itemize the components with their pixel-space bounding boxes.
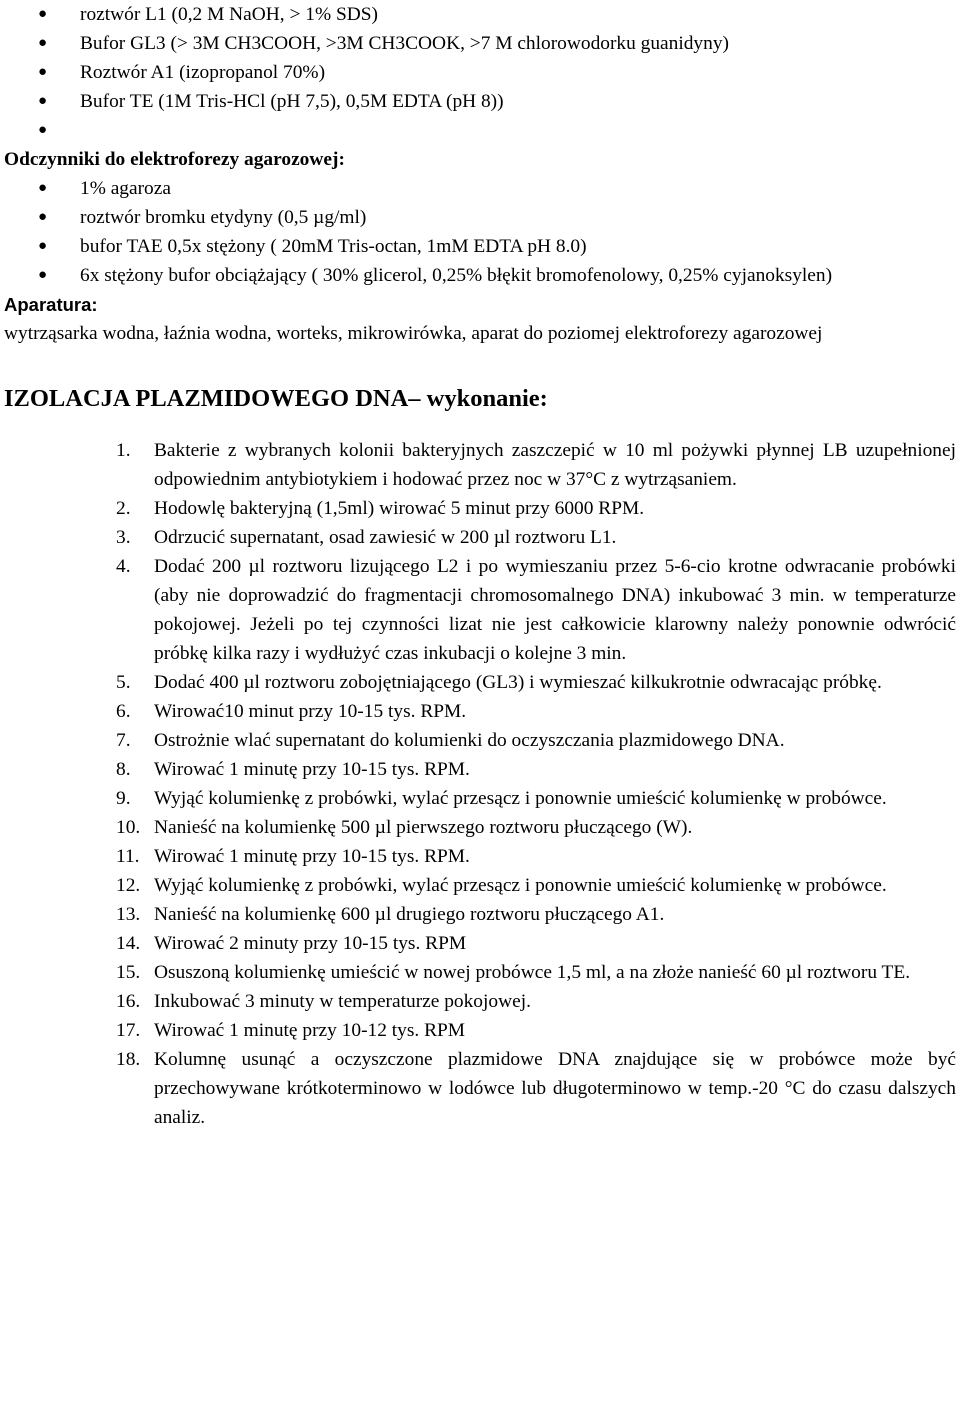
step-item (0, 668, 960, 697)
bullet-icon: ● (38, 35, 48, 51)
step-text: Nanieść na kolumienkę 600 µl drugiego roztworu płuczącego A1. (154, 904, 665, 925)
bullet-icon: ● (38, 93, 48, 109)
list-item (0, 29, 960, 58)
step-number: 12. (116, 875, 141, 896)
step-number: 4. (116, 556, 131, 577)
step-item (0, 1045, 960, 1132)
step-item (0, 436, 960, 494)
step-number: 9. (116, 788, 131, 809)
step-text: Odrzucić supernatant, osad zawiesić w 200 µl roztworu L1. (154, 527, 617, 548)
step-number: 8. (116, 759, 131, 780)
list-item (0, 116, 960, 145)
step-item (0, 1016, 960, 1045)
step-item (0, 784, 960, 813)
step-item (0, 958, 960, 987)
step-text: Inkubować 3 minuty w temperaturze pokojowej. (154, 991, 531, 1012)
step-item (0, 523, 960, 552)
step-number: 7. (116, 730, 131, 751)
step-number: 13. (116, 904, 141, 925)
step-item (0, 929, 960, 958)
step-text: Wirować 1 minutę przy 10-15 tys. RPM. (154, 759, 470, 780)
bullet-icon: ● (38, 122, 48, 138)
step-number: 10. (116, 817, 141, 838)
list-item (0, 261, 960, 290)
step-item (0, 726, 960, 755)
step-item (0, 813, 960, 842)
step-text: Wirować 1 minutę przy 10-12 tys. RPM (154, 1020, 466, 1041)
procedure-title: IZOLACJA PLAZMIDOWEGO DNA– wykonanie: (4, 385, 548, 412)
list-item (0, 174, 960, 203)
step-item (0, 987, 960, 1016)
step-text: Kolumnę usunąć a oczyszczone plazmidowe DNA znajdujące się w probówce może być przechowywane krótkoterminowo w lodówce lub długoterminowo w temp.-20 °C do czasu dalszych analiz. (154, 1049, 956, 1128)
step-text: Dodać 400 µl roztworu zobojętniającego (GL3) i wymieszać kilkukrotnie odwracając próbkę. (154, 672, 882, 693)
apparatus-heading: Aparatura: (4, 294, 98, 315)
step-item (0, 552, 960, 668)
step-item (0, 871, 960, 900)
list-item (0, 0, 960, 29)
step-text: Osuszoną kolumienkę umieścić w nowej probówce 1,5 ml, a na złoże nanieść 60 µl roztworu TE. (154, 962, 911, 983)
step-text: Wirować10 minut przy 10-15 tys. RPM. (154, 701, 467, 722)
list-item (0, 87, 960, 116)
bullet-icon: ● (38, 238, 48, 254)
electrophoresis-heading: Odczynniki do elektroforezy agarozowej: (4, 149, 345, 170)
step-item (0, 900, 960, 929)
step-text: Wirować 1 minutę przy 10-15 tys. RPM. (154, 846, 470, 867)
electrophoresis-list (0, 174, 960, 290)
list-item-text: 1% agaroza (80, 178, 171, 199)
step-text: Wirować 2 minuty przy 10-15 tys. RPM (154, 933, 467, 954)
bullet-icon: ● (38, 64, 48, 80)
bullet-icon: ● (38, 209, 48, 225)
step-text: Nanieść na kolumienkę 500 µl pierwszego roztworu płuczącego (W). (154, 817, 693, 838)
step-number: 11. (116, 846, 140, 867)
reagent-list (0, 0, 960, 145)
step-number: 6. (116, 701, 131, 722)
bullet-icon: ● (38, 180, 48, 196)
list-item-text: 6x stężony bufor obciążający ( 30% glicerol, 0,25% błękit bromofenolowy, 0,25% cyjanoksylen) (80, 265, 833, 286)
list-item (0, 232, 960, 261)
apparatus-text: wytrząsarka wodna, łaźnia wodna, worteks, mikrowirówka, aparat do poziomej elektroforezy agarozowej (4, 323, 823, 344)
bullet-icon: ● (38, 267, 48, 283)
step-text: Hodowlę bakteryjną (1,5ml) wirować 5 minut przy 6000 RPM. (154, 498, 645, 519)
step-item (0, 755, 960, 784)
step-text: Wyjąć kolumienkę z probówki, wylać przesącz i ponownie umieścić kolumienkę w probówce. (154, 875, 887, 896)
step-item (0, 697, 960, 726)
step-number: 14. (116, 933, 141, 954)
step-number: 1. (116, 440, 131, 461)
step-text: Bakterie z wybranych kolonii bakteryjnych zaszczepić w 10 ml pożywki płynnej LB uzupełnionej odpowiednim antybiotykiem i hodować przez noc w 37°C z wytrząsaniem. (154, 440, 956, 490)
step-number: 15. (116, 962, 141, 983)
list-item-text: Bufor GL3 (> 3M CH3COOH, >3M CH3COOK, >7 M chlorowodorku guanidyny) (80, 33, 729, 54)
list-item-text: roztwór bromku etydyny (0,5 µg/ml) (80, 207, 367, 228)
list-item-text: bufor TAE 0,5x stężony ( 20mM Tris-octan, 1mM EDTA pH 8.0) (80, 236, 587, 257)
step-item (0, 842, 960, 871)
list-item-text: Bufor TE (1M Tris-HCl (pH 7,5), 0,5M EDTA (pH 8)) (80, 91, 504, 112)
step-text: Wyjąć kolumienkę z probówki, wylać przesącz i ponownie umieścić kolumienkę w probówce. (154, 788, 887, 809)
bullet-icon: ● (38, 6, 48, 22)
list-item (0, 203, 960, 232)
step-number: 16. (116, 991, 141, 1012)
step-number: 18. (116, 1049, 141, 1070)
step-item (0, 494, 960, 523)
step-number: 5. (116, 672, 131, 693)
step-number: 2. (116, 498, 131, 519)
procedure-steps (0, 436, 960, 1132)
step-number: 3. (116, 527, 131, 548)
list-item-text: roztwór L1 (0,2 M NaOH, > 1% SDS) (80, 4, 378, 25)
step-text: Ostrożnie wlać supernatant do kolumienki do oczyszczania plazmidowego DNA. (154, 730, 785, 751)
step-number: 17. (116, 1020, 141, 1041)
list-item (0, 58, 960, 87)
step-text: Dodać 200 µl roztworu lizującego L2 i po wymieszaniu przez 5-6-cio krotne odwracanie probówki (aby nie doprowadzić do fragmentacji chromosomalnego DNA) inkubować 3 min. w temperaturze pokojowej. Jeżeli po tej czynności lizat nie jest całkowicie klarowny należy ponownie odwrócić próbkę kilka razy i wydłużyć czas inkubacji o kolejne 3 min. (154, 556, 956, 664)
list-item-text: Roztwór A1 (izopropanol 70%) (80, 62, 326, 83)
